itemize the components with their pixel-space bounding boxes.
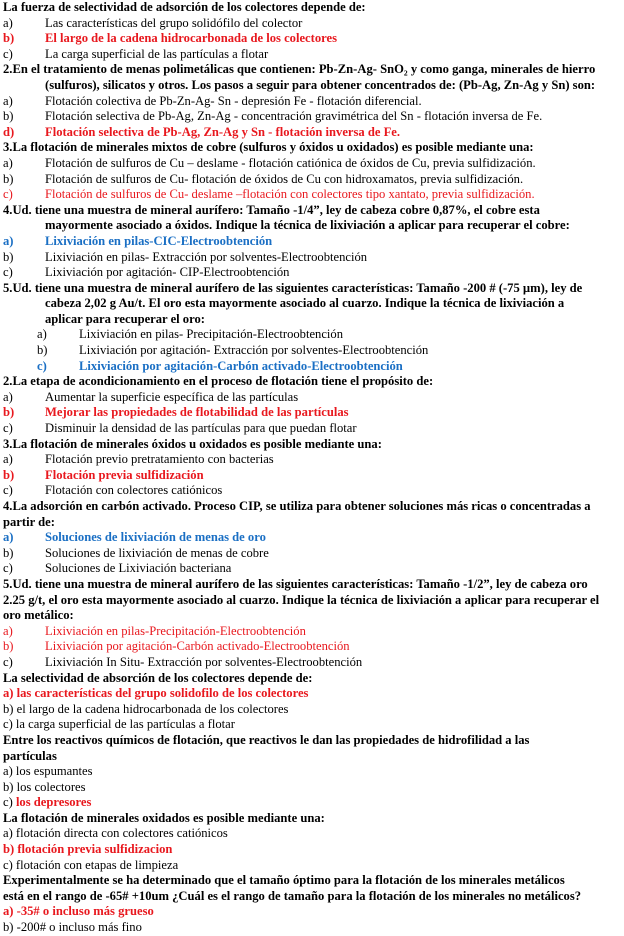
- option-letter: a): [3, 233, 14, 248]
- option-line: [3, 421, 620, 437]
- option-line: [3, 717, 620, 733]
- option-line: [3, 156, 620, 172]
- question-line: [3, 203, 620, 219]
- option-text: Flotación colectiva de Pb-Zn-Ag- Sn - depresión Fe - flotación diferencial.: [45, 93, 422, 108]
- option-text: Flotación previa sulfidización: [45, 467, 204, 482]
- option-letter: c): [3, 795, 16, 810]
- option-text: Lixiviación en pilas- Extracción por solventes-Electroobtención: [45, 249, 368, 264]
- option-line: [3, 842, 620, 858]
- option-letter: a): [3, 389, 13, 404]
- option-letter: c): [3, 654, 13, 669]
- option-line: [3, 468, 620, 484]
- question-text: Experimentalmente se ha determinado que el tamaño óptimo para la flotación de los minerales metálicos: [3, 873, 565, 888]
- option-line: [3, 546, 620, 562]
- option-letter: c): [3, 561, 13, 576]
- option-line: [3, 624, 620, 640]
- option-text: Lixiviación en pilas-Precipitación-Electroobtención: [45, 623, 306, 638]
- option-text: Flotación selectiva de Pb-Ag, Zn-Ag y Sn - flotación inversa de Fe.: [45, 124, 401, 139]
- option-text: Mejorar las propiedades de flotabilidad de las partículas: [45, 405, 349, 420]
- option-text: El largo de la cadena hidrocarbonada de los colectores: [45, 31, 337, 46]
- option-letter: b): [3, 31, 15, 46]
- question-text: La selectividad de absorción de los colectores depende de:: [3, 670, 313, 685]
- option-text: Flotación de sulfuros de Cu- deslame –flotación con colectores tipo xantato, previa sulfidización.: [45, 187, 535, 202]
- question-text: partículas: [3, 748, 57, 763]
- option-text: b) los colectores: [3, 779, 86, 794]
- question-line: [3, 873, 620, 889]
- option-letter: c): [3, 46, 13, 61]
- question-line: [3, 593, 620, 609]
- question-text: (sulfuros), silicatos y otros. Los pasos a seguir para obtener concentrados de: (Pb-Ag, Zn-Ag y Sn) son:: [45, 77, 596, 92]
- question-text: La fuerza de selectividad de adsorción de los colectores depende de:: [3, 0, 366, 14]
- option-line: [3, 327, 620, 343]
- option-text: b) el largo de la cadena hidrocarbonada de los colectores: [3, 701, 289, 716]
- option-letter: b): [37, 343, 48, 358]
- question-line: [3, 749, 620, 765]
- option-letter: b): [3, 109, 14, 124]
- option-line: [3, 561, 620, 577]
- option-letter: d): [3, 124, 15, 139]
- option-text: Lixiviación In Situ- Extracción por solventes-Electroobtención: [45, 654, 363, 669]
- option-text: c) flotación con etapas de limpieza: [3, 857, 179, 872]
- question-line: [3, 281, 620, 297]
- option-text: Disminuir la densidad de las partículas para que puedan flotar: [45, 421, 357, 436]
- option-text: a) -35# o incluso más grueso: [3, 904, 154, 919]
- option-letter: a): [3, 155, 13, 170]
- question-line: [3, 499, 620, 515]
- question-line: [3, 140, 620, 156]
- option-line: [3, 94, 620, 110]
- option-letter: b): [3, 171, 14, 186]
- option-text: a) los espumantes: [3, 764, 93, 779]
- option-letter: c): [3, 187, 13, 202]
- question-line: [3, 296, 620, 312]
- option-text: c) la carga superficial de las partículas a flotar: [3, 717, 235, 732]
- option-line: [3, 686, 620, 702]
- question-line: [3, 811, 620, 827]
- question-text: está en el rango de -65# +10um ¿Cuál es el rango de tamaño para la flotación de los minerales no metálicos?: [3, 888, 582, 903]
- option-line: [3, 31, 620, 47]
- option-letter: a): [3, 623, 13, 638]
- option-line: [3, 47, 620, 63]
- question-text: 2.En el tratamiento de menas polimetálicas que contienen: Pb-Zn-Ag- SnO₂ y como ganga, minerales de hierro: [3, 62, 596, 77]
- option-line: [3, 234, 620, 250]
- option-line: [3, 764, 620, 780]
- question-text: 5.Ud. tiene una muestra de mineral aurífero de las siguientes características: Tamaño -1/2”, ley de cabeza oro: [3, 576, 588, 591]
- option-line: [3, 639, 620, 655]
- option-line: [3, 390, 620, 406]
- option-text: los depresores: [15, 795, 92, 810]
- option-line: [3, 452, 620, 468]
- question-text: 3.La flotación de minerales óxidos u oxidados es posible mediante una:: [3, 436, 382, 451]
- option-line: [3, 702, 620, 718]
- question-line: [3, 62, 620, 78]
- option-line: [3, 16, 620, 32]
- option-text: Lixiviación por agitación-Carbón activado-Electroobtención: [45, 639, 350, 654]
- question-line: [3, 889, 620, 905]
- option-line: [3, 405, 620, 421]
- option-line: [3, 125, 620, 141]
- option-line: [3, 826, 620, 842]
- question-text: 2.25 g/t, el oro esta mayormente asociado al cuarzo. Indique la técnica de lixiviación a aplicar para recuperar el: [3, 592, 600, 607]
- option-letter: a): [3, 452, 13, 467]
- question-text: 3.La flotación de minerales mixtos de cobre (sulfuros y óxidos u oxidados) es posible mediante una:: [3, 140, 534, 155]
- option-text: Soluciones de Lixiviación bacteriana: [45, 561, 232, 576]
- question-line: [3, 577, 620, 593]
- option-text: Soluciones de lixiviación de menas de cobre: [45, 545, 269, 560]
- question-text: 5.Ud. tiene una muestra de mineral aurífero de las siguientes características: Tamaño -200 # (-75 µm), ley de: [3, 280, 583, 295]
- option-text: Flotación con colectores catiónicos: [45, 483, 223, 498]
- question-line: [3, 437, 620, 453]
- option-line: [3, 265, 620, 281]
- question-line: [3, 312, 620, 328]
- question-line: [3, 0, 620, 16]
- option-text: b) -200# o incluso más fino: [3, 920, 142, 935]
- option-letter: c): [3, 483, 13, 498]
- option-line: [3, 187, 620, 203]
- option-line: [3, 250, 620, 266]
- option-text: Lixiviación por agitación- CIP-Electroobtención: [45, 265, 290, 280]
- option-line: [3, 343, 620, 359]
- option-text: Lixiviación en pilas- Precipitación-Electroobtención: [79, 327, 344, 342]
- option-text: Lixiviación por agitación- Extracción por solventes-Electroobtención: [79, 343, 429, 358]
- option-letter: b): [3, 467, 15, 482]
- question-text: 4.Ud. tiene una muestra de mineral aurífero: Tamaño -1/4”, ley de cabeza cobre 0,87%, el cobre esta: [3, 202, 540, 217]
- question-text: mayormente asociado a óxidos. Indique la técnica de lixiviación a aplicar para recuperar el cobre:: [45, 218, 570, 233]
- option-letter: a): [3, 530, 14, 545]
- question-text: Entre los reactivos químicos de flotación, que reactivos le dan las propiedades de hidrofilidad a las: [3, 732, 530, 747]
- option-line: [3, 780, 620, 796]
- question-text: aplicar para recuperar el oro:: [45, 311, 205, 326]
- option-line: [3, 655, 620, 671]
- option-text: La carga superficial de las partículas a flotar: [45, 46, 269, 61]
- question-text: cabeza 2,02 g Au/t. El oro esta mayormente asociado al cuarzo. Indique la técnica de lixiviación a: [45, 296, 565, 311]
- option-text: b) flotación previa sulfidizacion: [3, 842, 173, 857]
- option-letter: b): [3, 249, 14, 264]
- option-letter: b): [3, 545, 14, 560]
- question-line: [3, 218, 620, 234]
- option-letter: a): [37, 327, 47, 342]
- option-text: Lixiviación por agitación-Carbón activado-Electroobtención: [79, 358, 403, 373]
- option-text: Las características del grupo solidófilo del colector: [45, 15, 303, 30]
- question-text: 4.La adsorción en carbón activado. Proceso CIP, se utiliza para obtener soluciones más ricas o concentradas a: [3, 499, 591, 513]
- option-line: [3, 172, 620, 188]
- option-text: Aumentar la superficie específica de las partículas: [45, 389, 299, 404]
- option-letter: c): [3, 265, 13, 280]
- option-line: [3, 858, 620, 874]
- option-letter: a): [3, 93, 13, 108]
- question-line: [3, 374, 620, 390]
- question-line: [3, 733, 620, 749]
- option-text: Flotación selectiva de Pb-Ag, Zn-Ag - concentración gravimétrica del Sn - flotación inversa de Fe.: [45, 109, 543, 124]
- option-text: Flotación previo pretratamiento con bacterias: [45, 452, 274, 467]
- option-letter: c): [37, 358, 47, 373]
- option-text: a) flotación directa con colectores catiónicos: [3, 826, 228, 841]
- option-line: [3, 483, 620, 499]
- option-letter: a): [3, 15, 13, 30]
- question-line: [3, 515, 620, 531]
- question-line: [3, 671, 620, 687]
- option-line: [3, 795, 620, 811]
- option-line: [3, 530, 620, 546]
- question-text: 2.La etapa de acondicionamiento en el proceso de flotación tiene el propósito de:: [3, 374, 434, 389]
- question-text: partir de:: [3, 514, 55, 529]
- question-text: oro metálico:: [3, 608, 74, 623]
- question-line: [3, 78, 620, 94]
- option-line: [3, 920, 620, 936]
- option-text: Flotación de sulfuros de Cu- flotación de óxidos de Cu con hidroxamatos, previa sulfidización.: [45, 171, 524, 186]
- question-text: La flotación de minerales oxidados es posible mediante una:: [3, 810, 325, 825]
- option-line: [3, 359, 620, 375]
- option-letter: c): [3, 421, 13, 436]
- option-text: Flotación de sulfuros de Cu – deslame - flotación catiónica de óxidos de Cu, previa sulfidización.: [45, 155, 536, 170]
- option-letter: b): [3, 639, 14, 654]
- option-text: Lixiviación en pilas-CIC-Electroobtención: [45, 233, 273, 248]
- option-line: [3, 109, 620, 125]
- option-text: a) las características del grupo solidofilo de los colectores: [3, 686, 309, 701]
- question-line: [3, 608, 620, 624]
- option-letter: b): [3, 405, 15, 420]
- option-text: Soluciones de lixiviación de menas de oro: [45, 530, 266, 545]
